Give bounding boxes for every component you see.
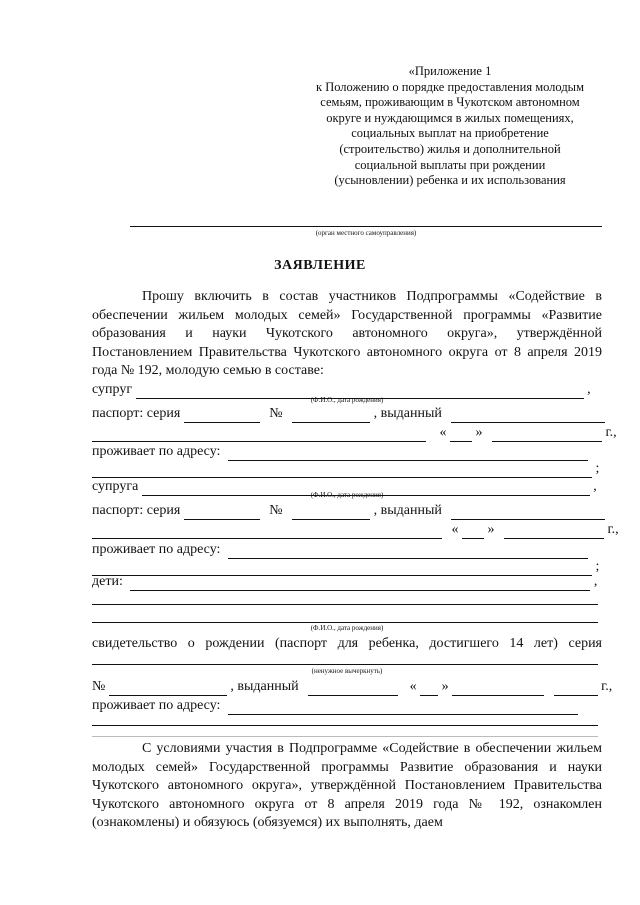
quote-open: « xyxy=(451,522,459,537)
wife-issued-by-field[interactable] xyxy=(451,505,605,520)
birth-cert-label: свидетельство о рождении (паспорт для ребенка, достигшего 14 лет) серия xyxy=(92,636,602,651)
wife-passport-series-field[interactable] xyxy=(184,505,260,520)
comma: , xyxy=(587,382,591,397)
husband-issued-month-field[interactable] xyxy=(492,427,602,442)
issued-label: , выданный xyxy=(230,679,299,694)
comma: , xyxy=(593,574,598,589)
year-short: г., xyxy=(601,679,613,694)
husband-label: супруг xyxy=(92,382,133,397)
organ-caption: (орган местного самоуправления) xyxy=(315,229,417,237)
husband-passport-number-field[interactable] xyxy=(292,408,370,423)
child-number-row xyxy=(92,678,613,696)
husband-address-field[interactable] xyxy=(228,446,588,461)
address-label: проживает по адресу: xyxy=(92,542,221,557)
wife-label: супруга xyxy=(92,479,139,494)
passport-series-label: паспорт: серия xyxy=(92,406,181,421)
children-label: дети: xyxy=(92,574,123,589)
separator-line xyxy=(92,736,598,737)
children-name-caption: (Ф.И.О., дата рождения) xyxy=(310,624,384,632)
child-issued-by-field[interactable] xyxy=(308,681,398,696)
child-doc-number-field[interactable] xyxy=(109,681,227,696)
quote-close: » xyxy=(441,679,449,694)
issued-label: , выданный xyxy=(373,406,442,421)
wife-passport-row xyxy=(92,502,604,520)
appendix-line: социальных выплат на приобретение xyxy=(351,126,549,141)
husband-address-field-2[interactable] xyxy=(92,463,592,478)
semicolon: ; xyxy=(595,461,600,476)
issued-label: , выданный xyxy=(373,503,442,518)
children-field-2[interactable] xyxy=(92,604,598,605)
wife-passport-number-field[interactable] xyxy=(292,505,370,520)
wife-address-row xyxy=(92,541,604,559)
husband-issued-date-row xyxy=(92,424,617,442)
document-title: ЗАЯВЛЕНИЕ xyxy=(274,258,366,273)
appendix-line: (строительство) жилья и дополнительной xyxy=(339,141,561,156)
wife-issued-date-row xyxy=(92,521,619,539)
child-address-row xyxy=(92,697,604,715)
number-sign: № xyxy=(269,406,283,421)
year-suffix: г., xyxy=(605,425,617,440)
children-row xyxy=(92,573,604,591)
number-sign: № xyxy=(92,679,106,694)
wife-issued-month-field[interactable] xyxy=(504,524,604,539)
number-sign: № xyxy=(269,503,283,518)
husband-issued-day-field[interactable] xyxy=(450,427,472,442)
comma: , xyxy=(593,479,597,494)
appendix-line: к Положению о порядке предоставления молодым xyxy=(316,79,584,94)
conditions-paragraph: С условиями участия в Подпрограмме «Содействие в обеспечении жильем молодых семей» Государственной программы Развитие образования и науки Чукотского автономного округа», утверждённой Постановлением Правительства Чукотского автономного округа от 8 апреля 2019 года № 192, ознакомлен (ознакомлены) и обязуюсь (обязуемся) их выполнять, даем xyxy=(92,741,602,830)
appendix-line: семьям, проживающим в Чукотском автономном xyxy=(320,95,580,110)
passport-series-label: паспорт: серия xyxy=(92,503,181,518)
husband-passport-row xyxy=(92,405,604,423)
quote-open: « xyxy=(409,679,417,694)
quote-open: « xyxy=(439,425,447,440)
husband-address-row-2 xyxy=(92,460,604,478)
husband-passport-series-field[interactable] xyxy=(184,408,260,423)
birth-cert-row xyxy=(92,635,604,653)
husband-issued-by-field[interactable] xyxy=(451,408,605,423)
organ-field-line[interactable] xyxy=(130,226,602,227)
address-label: проживает по адресу: xyxy=(92,698,221,713)
husband-address-row xyxy=(92,443,604,461)
child-address-field[interactable] xyxy=(228,700,578,715)
birth-cert-series-field[interactable] xyxy=(92,664,598,665)
wife-issued-by-field-2[interactable] xyxy=(92,524,442,539)
child-issued-month-field[interactable] xyxy=(452,681,544,696)
children-field-3[interactable] xyxy=(92,622,598,623)
appendix-line: округе и нуждающимся в жилых помещениях, xyxy=(326,110,574,125)
appendix-line: (усыновлении) ребенка и их использования xyxy=(334,173,566,188)
intro-paragraph: Прошу включить в состав участников Подпрограммы «Содействие в обеспечении жильем молодых семей» Государственной программы «Развитие образования и науки Чукотского автономного округа», утверждённой Постановлением Правительства Чукотского автономного округа от 8 апреля 2019 года № 192, молодую семью в составе: xyxy=(92,289,602,378)
wife-issued-day-field[interactable] xyxy=(462,524,484,539)
child-issued-year-field[interactable] xyxy=(554,681,598,696)
appendix-line: социальной выплаты при рождении xyxy=(354,157,546,172)
address-label: проживает по адресу: xyxy=(92,444,221,459)
husband-issued-by-field-2[interactable] xyxy=(92,427,426,442)
year-suffix: г., xyxy=(607,522,619,537)
quote-close: » xyxy=(487,522,495,537)
quote-close: » xyxy=(475,425,483,440)
children-field[interactable] xyxy=(130,576,590,591)
wife-address-field[interactable] xyxy=(228,544,588,559)
appendix-line: «Приложение 1 xyxy=(408,64,492,78)
wife-name-caption: (Ф.И.О., дата рождения) xyxy=(310,491,384,499)
strike-caption: (ненужное вычеркнуть) xyxy=(311,667,383,675)
child-issued-day-field[interactable] xyxy=(420,681,438,696)
appendix-header xyxy=(300,64,600,189)
child-address-field-2[interactable] xyxy=(92,725,598,726)
husband-name-caption: (Ф.И.О., дата рождения) xyxy=(310,396,384,404)
semicolon: ; xyxy=(595,559,600,574)
